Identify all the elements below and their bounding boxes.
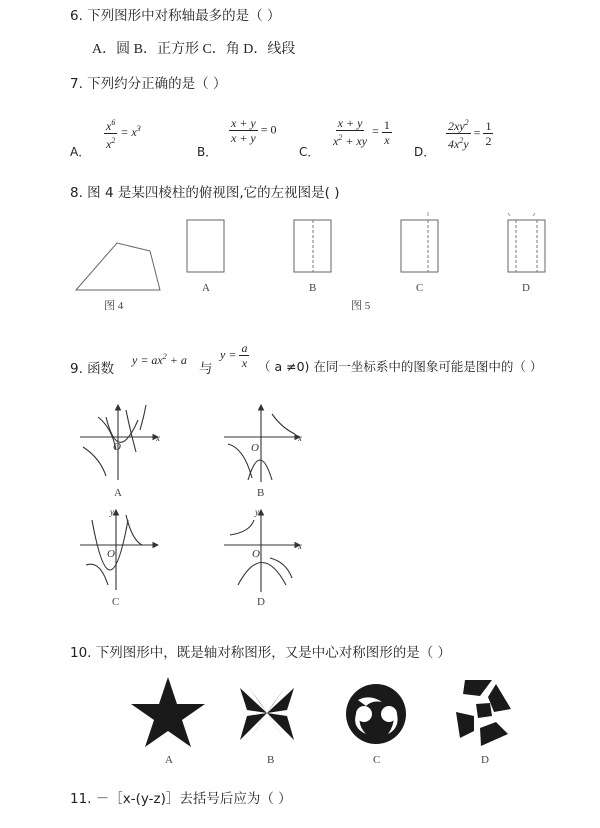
q9-suffix: （ a ≠0) 在同一坐标系中的图象可能是图中的（ ） [258, 359, 543, 374]
circle-commas-shape [346, 684, 406, 744]
q10-title: 10. 下列图形中，既是轴对称图形，又是中心对称图形的是（ ） [70, 645, 452, 661]
q11-title: 11. －［x-(y-z)］去括号后应为（ ） [70, 791, 292, 807]
q9-label-a: A [114, 487, 122, 499]
q9-formula-2: y = $\frac{a}{x}$ [220, 341, 248, 370]
q7-formula-a: $\frac{x^6}{x^2}$ = $x^3$ [106, 118, 141, 151]
svg-text:y: y [255, 507, 259, 517]
q7-formula-d: $\frac{2xy^2}{4x^2y}$ = $\frac{1}{2}$ [448, 118, 492, 151]
q9-formula-1: $y = ax^2 + a$ [132, 352, 187, 367]
q9-mid: 与 [199, 361, 213, 377]
q10-label-d: D [481, 754, 489, 766]
svg-text:x: x [298, 541, 302, 551]
q9-label-b: B [257, 487, 265, 499]
q7-label-c: C． [299, 145, 320, 159]
q10-label-b: B [267, 754, 275, 766]
rotated-squares-shape [456, 680, 511, 746]
q9-prefix: 9. 函数 [70, 361, 115, 377]
star-shape [131, 677, 205, 747]
svg-text:O: O [113, 441, 121, 453]
q8-label-c: C [416, 282, 424, 294]
q9-label-c: C [112, 596, 120, 608]
q7-formula-c: $\frac{x + y}{x^2 + xy}$ = $\frac{1}{x}$ [333, 116, 390, 148]
q8-label-d: D [522, 282, 530, 294]
q6-options: A．圆 B．正方形 C．角 D．线段 [92, 42, 296, 57]
svg-text:x: x [298, 433, 302, 443]
q7-label-d: D． [414, 145, 436, 159]
svg-text:O: O [251, 442, 259, 454]
pinwheel-shape [240, 686, 294, 742]
q7-label-b: B． [197, 145, 218, 159]
fig5-caption: 图 5 [351, 300, 371, 312]
fig4-caption: 图 4 [104, 300, 124, 312]
q8-label-a: A [202, 282, 210, 294]
q9-label-d: D [257, 596, 265, 608]
svg-text:O: O [252, 548, 260, 560]
q10-label-a: A [165, 754, 173, 766]
q8-title: 8. 图 4 是某四棱柱的俯视图,它的左视图是( ) [70, 185, 340, 201]
q7-formula-b: $\frac{x + y}{x + y}$ = 0 [231, 116, 277, 145]
q7-label-a: A． [70, 145, 91, 159]
q8-label-b: B [309, 282, 317, 294]
q6-title: 6. 下列图形中对称轴最多的是（ ） [70, 8, 281, 24]
svg-text:O: O [107, 548, 115, 560]
svg-text:y: y [110, 507, 114, 517]
q10-label-c: C [373, 754, 381, 766]
q7-title: 7. 下列约分正确的是（ ） [70, 76, 227, 92]
svg-text:x: x [156, 433, 160, 443]
